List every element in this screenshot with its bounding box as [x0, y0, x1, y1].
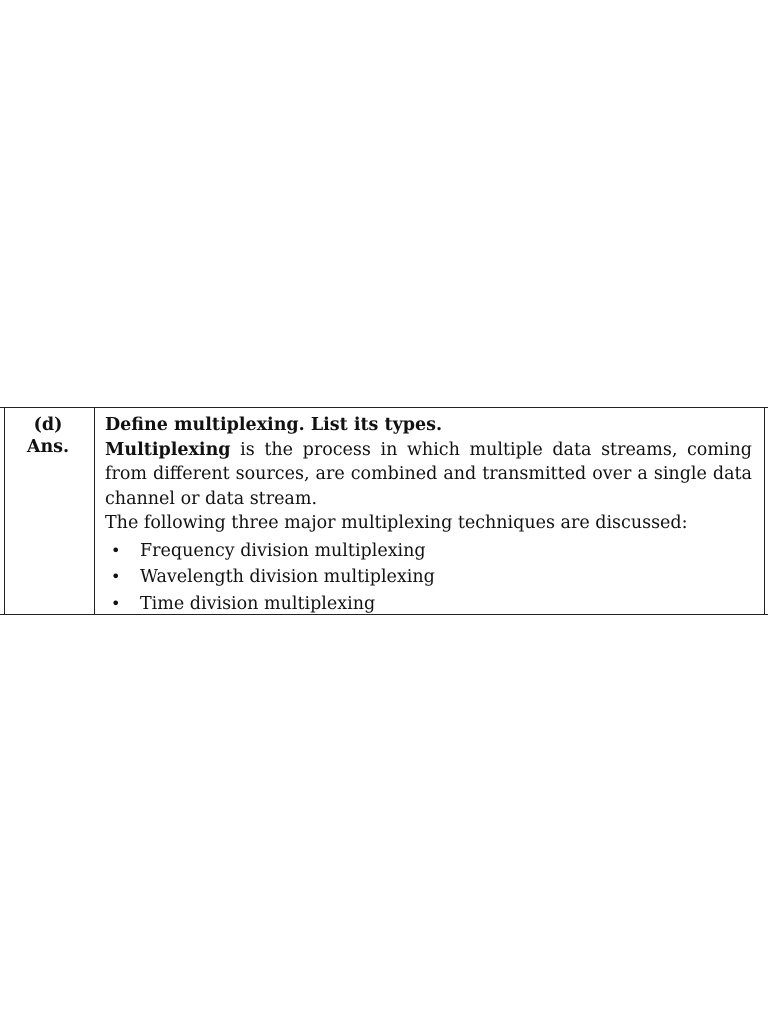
answer-table-row: [0, 407, 768, 615]
answer-content-cell: [105, 413, 752, 617]
techniques-intro: The following three major multiplexing techniques are discussed:: [105, 513, 688, 533]
bullet-icon: •: [111, 593, 121, 613]
bullet-icon: •: [111, 540, 121, 560]
bullet-icon: •: [111, 567, 121, 586]
techniques-list: [105, 538, 752, 618]
answer-definition: is the process in which multiple data streams, coming from different sources, are combined and transmitted over a single data channel or data stream.: [105, 439, 752, 509]
question-text: Define multiplexing. List its types.: [105, 415, 443, 435]
answer-paragraph: [105, 438, 752, 512]
table-column-divider: [94, 408, 95, 614]
question-label-cell: [4, 414, 92, 458]
list-item-text: Frequency division multiplexing: [140, 540, 426, 561]
answer-label: Ans.: [26, 437, 70, 457]
question-number: (d): [33, 415, 63, 435]
list-item-text: Time division multiplexing: [140, 593, 376, 614]
table-border-right: [764, 408, 765, 614]
list-item-text: Wavelength division multiplexing: [140, 567, 435, 587]
list-item: [105, 538, 752, 565]
list-item: [105, 564, 752, 591]
answer-term: Multiplexing: [105, 439, 231, 460]
list-item: [105, 591, 752, 618]
